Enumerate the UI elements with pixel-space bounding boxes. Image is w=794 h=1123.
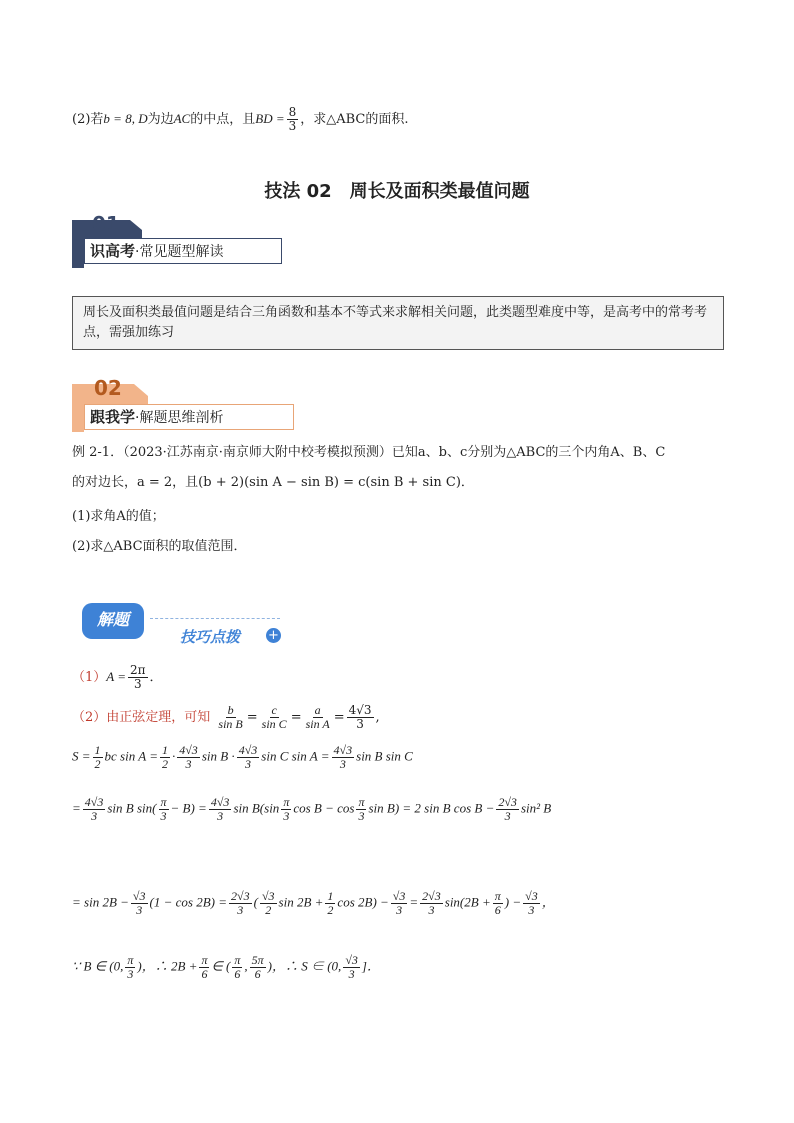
l6-pi3	[125, 954, 135, 981]
l4-f: sin B) = 2 sin B cos B −	[368, 800, 495, 816]
l4-pi3-n: π	[160, 795, 167, 809]
l5-s3-3b	[391, 890, 408, 917]
q2-bd: BD =	[255, 111, 285, 126]
plus-icon: +	[266, 628, 281, 643]
f3-num: a	[314, 703, 321, 717]
l5-2s3-3	[229, 890, 252, 917]
f-4sqrt3-3	[347, 704, 374, 731]
l5-half-d: 2	[327, 903, 334, 917]
l3-half-n: 1	[94, 743, 101, 757]
l6-e: ]．	[361, 958, 380, 974]
l6-a: ∵ B ∈ (0,	[72, 958, 124, 974]
solution-pill: 解题	[82, 603, 144, 639]
l3-half-2	[160, 744, 170, 771]
l5-pi6-d: 6	[494, 903, 501, 917]
tip-label: 技巧点拨	[180, 628, 241, 646]
banner-2-sub: ·解题思维剖析	[135, 410, 224, 426]
l5-s32-n: √3	[261, 889, 275, 903]
l5-s3-3c	[523, 890, 540, 917]
l5-s3c-n: √3	[525, 889, 538, 903]
l3-c: sin B ·	[201, 748, 235, 764]
l3-k2-n: 4√3	[238, 743, 258, 757]
example-q2: (2)求△ABC面积的取值范围．	[72, 539, 247, 554]
s2-comma: ,	[375, 710, 380, 725]
l4-2s3-d: 3	[504, 809, 511, 823]
l6-c: ∈ (	[211, 958, 231, 974]
l5-c: (	[253, 894, 258, 910]
l6-5pi6	[250, 954, 266, 981]
l6-d: )，∴ S ∈ (0,	[267, 958, 342, 974]
l3-d: sin C sin A =	[261, 748, 330, 764]
l5-s3-2	[260, 890, 277, 917]
section-banner-2	[72, 376, 298, 432]
l5-pi6-n: π	[494, 889, 501, 903]
l5-2s3-3b	[420, 890, 443, 917]
q2-mid: 为边	[147, 112, 174, 127]
banner-1-label	[90, 240, 223, 261]
s1-label: （1）	[72, 670, 107, 685]
l6-pi6	[199, 954, 209, 981]
l4-k1-n: 4√3	[84, 795, 104, 809]
l4-pi3b-n: π	[283, 795, 290, 809]
l4-pi3b	[281, 796, 291, 823]
l5-s3-n: √3	[132, 889, 146, 903]
l3-k1-n: 4√3	[179, 743, 198, 757]
s1-num: 2π	[130, 663, 146, 677]
l5-h: ) −	[504, 894, 522, 910]
l3-a: S =	[72, 748, 91, 764]
q2-mid2: 的中点，且	[190, 112, 256, 127]
l4-c: − B) =	[170, 800, 207, 816]
l5-a: = sin 2B −	[72, 894, 129, 910]
l4-k1-d: 3	[91, 809, 98, 823]
intro-box	[72, 296, 724, 350]
l5-g: sin(2B +	[444, 894, 491, 910]
l5-half	[325, 890, 335, 917]
l5-s3b-d: 3	[396, 903, 403, 917]
f1-den: sin B	[218, 717, 243, 731]
l5-s3-d: 3	[136, 903, 143, 917]
l3-h2-n: 1	[161, 743, 168, 757]
l5-d: sin 2B +	[278, 894, 324, 910]
l3-half	[93, 744, 103, 771]
l6-pi6b	[232, 954, 242, 981]
l6-comma: ,	[244, 958, 248, 974]
l4-g: sin² B	[520, 800, 552, 816]
s1-den: 3	[133, 677, 142, 691]
l4-k2-d: 3	[217, 809, 224, 823]
l6-pi6b-d: 6	[234, 967, 241, 981]
s1-eq: A =	[106, 669, 127, 684]
bd-den: 3	[288, 119, 297, 133]
banner-1-number: 01	[92, 212, 120, 236]
l4-pi3c	[356, 796, 366, 823]
l5-2s3-d: 3	[237, 903, 244, 917]
f4-den: 3	[356, 717, 364, 731]
l6-pi6-n: π	[201, 953, 208, 967]
section-title: 技法 02 周长及面积类最值问题	[264, 181, 530, 202]
l5-2s3b-n: 2√3	[422, 889, 441, 903]
bd-fraction	[287, 106, 299, 133]
l6-pi6b-n: π	[234, 953, 241, 967]
l6-pi3-d: 3	[127, 967, 134, 981]
l3-k1	[177, 744, 200, 771]
l4-k1	[83, 796, 106, 823]
l5-e: cos 2B) −	[337, 894, 389, 910]
l4-pi3b-d: 3	[283, 809, 290, 823]
example-line-1: 例 2-1．（2023·江苏南京·南京师大附中校考模拟预测）已知a、b、c分别为△ABC的三个内角A、B、C	[72, 445, 666, 460]
section-banner-1	[72, 212, 292, 268]
f2-num: c	[271, 703, 277, 717]
f-b-sinB	[216, 704, 244, 731]
q2-prefix: (2)若	[72, 112, 104, 127]
l5-half-n: 1	[327, 889, 334, 903]
banner-2-main: 跟我学	[90, 408, 136, 426]
l6-s3-n: √3	[345, 953, 358, 967]
l3-k3	[332, 744, 355, 771]
f1-num: b	[227, 703, 234, 717]
f4-num: 4√3	[348, 703, 372, 717]
l5-b: (1 − cos 2B) =	[149, 894, 227, 910]
l4-k2	[209, 796, 232, 823]
s1-end: ．	[149, 670, 163, 685]
l3-k2-d: 3	[244, 757, 251, 771]
solution-line-5	[72, 890, 555, 917]
l4-b: sin B sin(	[107, 800, 157, 816]
banner-2-number: 02	[94, 376, 122, 400]
solution-line-6	[72, 954, 380, 981]
l3-k2	[237, 744, 260, 771]
q2-ac: AC	[173, 111, 191, 126]
l6-5pi6-d: 6	[254, 967, 261, 981]
l4-d: sin B(sin	[233, 800, 280, 816]
l6-b: )，∴ 2B +	[137, 958, 198, 974]
q2-tail: ，求△ABC的面积.	[300, 112, 409, 127]
f-a-sinA	[304, 704, 332, 731]
f2-den: sin C	[261, 717, 287, 731]
l4-pi3c-d: 3	[358, 809, 365, 823]
solution-part-2-line-1: （2）由正弦定理，可知 $\frac{b}{\text{sin B}}$ = $\frac{c}{\text{sin C}}$ = $\frac{a}{\text{sin A}}$ = $\frac{4√3}{3}$ ,	[72, 703, 380, 731]
l6-pi6-d: 6	[201, 967, 208, 981]
question-2-line	[72, 106, 409, 133]
l3-k3-n: 4√3	[333, 743, 353, 757]
l3-k1-d: 3	[185, 757, 192, 771]
l5-2s3-n: 2√3	[231, 889, 250, 903]
intro-text: 周长及面积类最值问题是结合三角函数和基本不等式来求解相关问题，此类题型难度中等，是高考中的常考考点，需强加练习	[83, 305, 708, 340]
example-line-2: 的对边长，a = 2，且(b + 2)(sin A − sin B) = c(sin B + sin C)．	[72, 475, 474, 490]
l6-s3-3	[343, 954, 360, 981]
q2-condition: b = 8, D	[103, 111, 148, 126]
l6-pi3-n: π	[127, 953, 134, 967]
l5-s3-3	[131, 890, 148, 917]
l5-s3b-n: √3	[392, 889, 406, 903]
l5-f: =	[409, 894, 419, 910]
l5-i: ，	[541, 894, 555, 910]
l4-2sqrt3	[496, 796, 519, 823]
banner-1-sub: ·常见题型解读	[135, 244, 224, 260]
l4-k2-n: 4√3	[210, 795, 230, 809]
l4-pi3	[159, 796, 169, 823]
l4-pi3-d: 3	[160, 809, 167, 823]
s2-label: （2）由正弦定理，可知	[72, 710, 211, 725]
l5-2s3b-d: 3	[428, 903, 435, 917]
solution-line-3: S = $\frac{1}{2}$ bc sin A = $\frac{1}{2}$ · $\frac{4√3}{3}$ sin B · $\frac{4√3}{3}$ sin C sin A = $\frac{4√3}{3}$ sin B sin C	[72, 743, 413, 771]
l3-b: bc sin A =	[104, 748, 158, 764]
banner-1-main: 识高考	[90, 242, 136, 260]
l5-pi6	[493, 890, 503, 917]
s1-fraction	[128, 664, 148, 691]
l5-s3c-d: 3	[528, 903, 535, 917]
l6-s3-d: 3	[348, 967, 355, 981]
l3-h2-d: 2	[161, 757, 168, 771]
f3-den: sin A	[305, 717, 330, 731]
bd-num: 8	[288, 105, 297, 119]
l3-e: sin B sin C	[356, 748, 413, 764]
l5-s32-d: 2	[265, 903, 272, 917]
banner-2-label	[90, 406, 223, 427]
solution-part-1	[72, 664, 163, 691]
l3-k3-d: 3	[339, 757, 346, 771]
l3-half-d: 2	[94, 757, 101, 771]
solution-line-4	[72, 796, 551, 823]
l4-2s3-n: 2√3	[498, 795, 517, 809]
example-q1: (1)求角A的值；	[72, 509, 165, 524]
f-c-sinC	[260, 704, 289, 731]
l4-a: =	[72, 800, 81, 816]
l4-pi3c-n: π	[358, 795, 365, 809]
l4-e: cos B − cos	[293, 800, 355, 816]
l6-5pi6-n: 5π	[251, 953, 264, 967]
solution-divider	[150, 618, 280, 619]
